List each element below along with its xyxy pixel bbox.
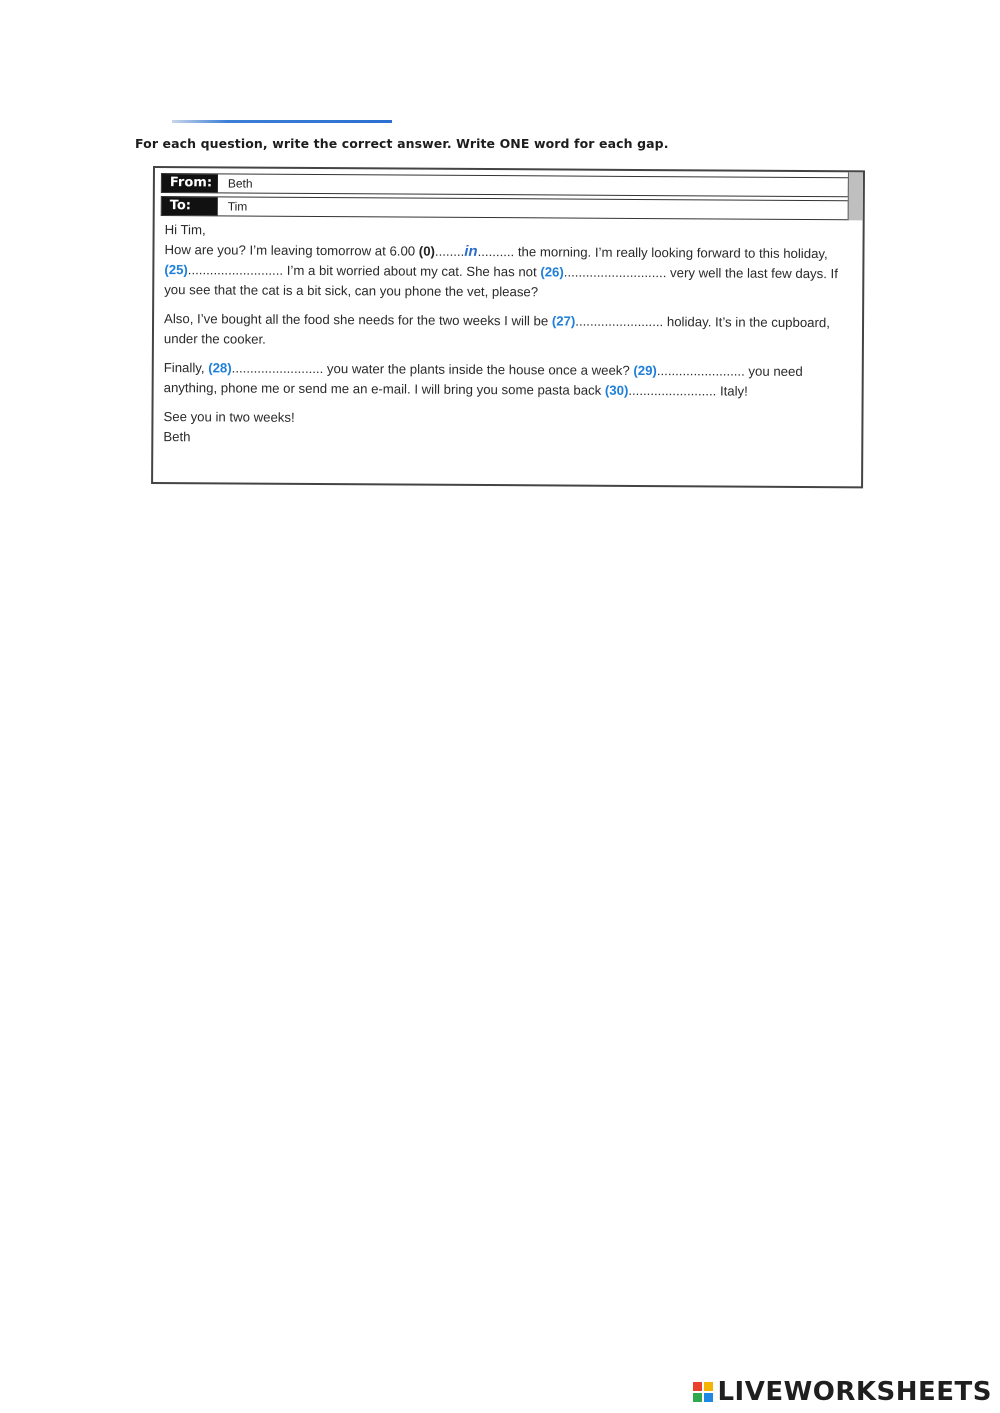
logo-square bbox=[693, 1393, 702, 1402]
to-value: Tim bbox=[227, 199, 248, 214]
logo-square bbox=[693, 1382, 702, 1391]
gap-29-number: (29) bbox=[633, 362, 657, 379]
from-label: From: bbox=[162, 174, 218, 192]
logo-icon bbox=[693, 1382, 713, 1402]
gap-28-input[interactable]: ......................... bbox=[231, 360, 324, 377]
text: How are you? I’m leaving tomorrow at 6.00 bbox=[164, 242, 419, 259]
text: Finally, bbox=[163, 360, 209, 376]
paragraph-1 bbox=[164, 240, 844, 304]
from-value: Beth bbox=[227, 176, 253, 191]
paragraph-2 bbox=[164, 309, 844, 353]
logo-square bbox=[704, 1382, 713, 1391]
gap-0-dots: ........ bbox=[434, 243, 465, 259]
from-row bbox=[161, 173, 849, 197]
text: you water the plants inside the house once a week? bbox=[323, 361, 634, 378]
signature: Beth bbox=[163, 429, 191, 445]
gap-29-input[interactable]: ........................ bbox=[656, 363, 745, 379]
gap-26-number: (26) bbox=[540, 264, 564, 280]
to-row bbox=[161, 196, 849, 220]
instruction-text: For each question, write the correct answer. Write ONE word for each gap. bbox=[135, 136, 669, 151]
gap-27-number: (27) bbox=[551, 313, 576, 329]
text: you need anything, phone me or send me an e-mail. I will bring you some pasta back bbox=[163, 363, 803, 398]
gap-25-input[interactable]: .......................... bbox=[187, 262, 284, 278]
gap-0-answer: in bbox=[464, 242, 478, 260]
liveworksheets-logo bbox=[693, 1377, 992, 1407]
gap-30-number: (30) bbox=[604, 382, 629, 398]
closing: See you in two weeks! bbox=[163, 409, 295, 425]
email-body bbox=[163, 220, 844, 451]
text: very well the last few days. If you see that the cat is a bit sick, can you phone the vet, please? bbox=[164, 265, 838, 300]
to-label: To: bbox=[162, 197, 218, 215]
gap-26-input[interactable]: ............................ bbox=[563, 264, 667, 281]
paragraph-3 bbox=[164, 358, 844, 402]
email-card bbox=[151, 166, 865, 488]
logo-square bbox=[704, 1393, 713, 1402]
text: I’m a bit worried about my cat. She has not bbox=[283, 262, 541, 280]
greeting: Hi Tim, bbox=[164, 222, 206, 238]
text: Also, I’ve bought all the food she needs for the two weeks I will be bbox=[164, 311, 552, 329]
gap-28-number: (28) bbox=[208, 360, 232, 376]
logo-text: LIVEWORKSHEETS bbox=[717, 1377, 992, 1407]
text: holiday. It’s in the cupboard, under the cooker. bbox=[163, 314, 830, 347]
text: Italy! bbox=[716, 383, 748, 399]
top-divider bbox=[172, 120, 392, 123]
gap-30-input[interactable]: ........................ bbox=[628, 382, 717, 399]
gap-27-input[interactable]: ........................ bbox=[575, 313, 664, 330]
gap-0-number: (0) bbox=[418, 243, 435, 259]
header-side-bar bbox=[848, 172, 863, 220]
text: the morning. I’m really looking forward to this holiday, bbox=[514, 244, 828, 262]
gap-25-number: (25) bbox=[164, 262, 188, 278]
gap-0-dots: .......... bbox=[477, 243, 515, 260]
